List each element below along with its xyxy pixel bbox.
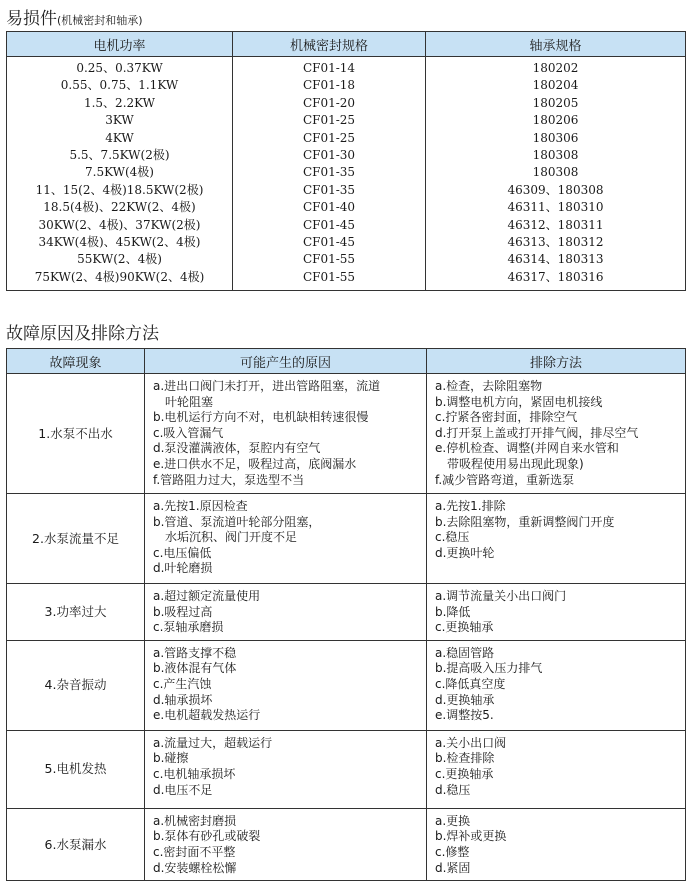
symptom-cell: 6.水泵漏水 (7, 808, 145, 880)
spare-parts-cell: 4KW (105, 130, 134, 145)
cause-item: a.先按1.原因检查 (153, 499, 248, 513)
symptom-cell: 4.杂音振动 (7, 640, 145, 730)
remedy-item: d.紧固 (435, 860, 471, 875)
remedy-item: c.更换轴承 (435, 620, 494, 635)
remedy-item: b.调整电机方向，紧固电机接线 (435, 394, 603, 409)
remedies-cell (427, 584, 686, 641)
symptom-cell: 5.电机发热 (7, 730, 145, 808)
symptom-cell: 3.功率过大 (7, 584, 145, 641)
spare-parts-cell: 46313、180312 (507, 234, 604, 249)
cause-item: b.吸程过高 (153, 604, 213, 619)
remedies-cell (427, 730, 686, 808)
cause-item: f.管路阻力过大，泵选型不当 (153, 472, 305, 487)
bearing-column (426, 57, 686, 291)
cause-item: b.泵体有砂孔或破裂 (153, 829, 261, 844)
spare-parts-cell: CF01-55 (302, 252, 356, 267)
remedy-item: c.更换轴承 (435, 766, 494, 781)
spare-parts-cell: 18.5(4极)、22KW(2、4极) (43, 200, 196, 215)
spare-parts-cell: 3KW (105, 113, 134, 128)
spare-parts-body (7, 57, 686, 291)
header-mechanical-seal: 机械密封规格 (233, 32, 426, 57)
spare-parts-cell: CF01-18 (302, 78, 356, 93)
spare-parts-cell: 7.5KW(4极) (85, 165, 154, 180)
spare-parts-cell: CF01-40 (302, 200, 356, 215)
causes-cell (145, 808, 427, 880)
remedy-item: a.检查，去除阻塞物 (435, 379, 543, 393)
motor-power-column (7, 57, 233, 291)
remedy-item: e.调整按5. (435, 708, 494, 723)
spare-parts-cell: CF01-25 (302, 130, 356, 145)
cause-item: c.泵轴承磨损 (153, 620, 224, 635)
troubleshooting-body (7, 374, 686, 881)
troubleshooting-row (7, 808, 686, 880)
mechanical-seal-column (233, 57, 426, 291)
troubleshooting-row (7, 584, 686, 641)
remedy-item: c.拧紧各密封面，排除空气 (435, 410, 578, 425)
symptom-cell: 2.水泵流量不足 (7, 494, 145, 584)
remedy-item: a.调节流量关小出口阀门 (435, 589, 567, 603)
spare-parts-cell: 75KW(2、4极)90KW(2、4极) (34, 269, 205, 284)
remedy-item: a.先按1.排除 (435, 499, 506, 513)
cause-item: d.安装螺栓松懈 (153, 860, 237, 875)
spare-parts-cell: 180206 (532, 113, 579, 128)
spare-parts-cell: 46309、180308 (507, 182, 604, 197)
spare-parts-cell: CF01-14 (302, 61, 356, 75)
spare-parts-cell: 55KW(2、4极) (77, 252, 162, 267)
troubleshooting-header-row (7, 349, 686, 374)
troubleshooting-row (7, 494, 686, 584)
causes-cell (145, 640, 427, 730)
cause-item: b.碰擦 (153, 751, 189, 766)
troubleshooting-title-text: 故障原因及排除方法 (6, 324, 159, 344)
spare-parts-cell: 46311、180310 (507, 200, 604, 215)
cause-item: a.超过额定流量使用 (153, 589, 261, 603)
spare-parts-cell: CF01-25 (302, 113, 356, 128)
remedy-item: d.更换叶轮 (435, 545, 495, 560)
remedy-item: b.焊补或更换 (435, 829, 507, 844)
cause-item: d.泵没灌满液体，泵腔内有空气 (153, 441, 321, 456)
cause-item: e.电机超载发热运行 (153, 708, 261, 723)
spare-parts-cell: 180308 (532, 165, 579, 180)
spare-parts-table (6, 31, 686, 291)
spare-parts-header-row (7, 32, 686, 57)
troubleshooting-row (7, 640, 686, 730)
remedy-item: d.更换轴承 (435, 692, 495, 707)
cause-item: d.轴承损坏 (153, 692, 213, 707)
cause-item: b.电机运行方向不对，电机缺相转速很慢 (153, 410, 369, 425)
troubleshooting-row (7, 730, 686, 808)
remedy-item: d.稳压 (435, 782, 471, 797)
spare-parts-cell: CF01-20 (302, 95, 356, 110)
spare-parts-cell: 11、15(2、4极)18.5KW(2极) (35, 182, 204, 197)
spare-parts-cell: 180202 (532, 61, 579, 75)
spare-parts-cell: CF01-45 (302, 234, 356, 249)
remedy-item: b.降低 (435, 604, 471, 619)
header-motor-power: 电机功率 (7, 32, 233, 57)
remedy-item: d.打开泵上盖或打开排气阀，排尽空气 (435, 425, 639, 440)
header-remedies: 排除方法 (427, 349, 686, 374)
cause-item: c.吸入管漏气 (153, 425, 224, 440)
causes-cell (145, 584, 427, 641)
spare-parts-cell: 180205 (532, 95, 579, 110)
spare-parts-cell: CF01-35 (302, 182, 356, 197)
remedy-item: b.检查排除 (435, 751, 495, 766)
spare-parts-cell: 5.5、7.5KW(2极) (69, 147, 170, 162)
remedy-item: 带吸程使用易出现此现象) (447, 456, 584, 471)
remedy-item: b.提高吸入压力排气 (435, 661, 543, 676)
cause-item: c.产生汽蚀 (153, 676, 212, 691)
cause-item: 水垢沉积、阀门开度不足 (165, 530, 298, 545)
remedy-item: c.降低真空度 (435, 676, 506, 691)
spare-parts-cell: 46317、180316 (507, 269, 604, 284)
cause-item: d.电压不足 (153, 782, 213, 797)
remedy-item: b.去除阻塞物，重新调整阀门开度 (435, 514, 615, 529)
cause-item: a.流量过大，超载运行 (153, 735, 273, 750)
spare-parts-cell: 34KW(4极)、45KW(2、4极) (38, 234, 201, 249)
causes-cell (145, 494, 427, 584)
troubleshooting-row (7, 374, 686, 494)
spare-parts-cell: CF01-35 (302, 165, 356, 180)
spare-parts-cell: CF01-30 (302, 147, 356, 162)
cause-item: e.进口供水不足，吸程过高，底阀漏水 (153, 456, 357, 471)
spare-parts-cell: 180204 (532, 78, 579, 93)
remedies-cell (427, 808, 686, 880)
remedy-item: e.停机检查、调整(并网自来水管和 (435, 441, 619, 456)
spare-parts-cell: 1.5、2.2KW (83, 95, 156, 110)
spare-parts-cell: 0.55、0.75、1.1KW (60, 78, 179, 93)
header-bearing: 轴承规格 (426, 32, 686, 57)
causes-cell (145, 730, 427, 808)
cause-item: d.叶轮磨损 (153, 561, 213, 576)
spare-parts-cell: 0.25、0.37KW (76, 61, 163, 75)
remedies-cell (427, 374, 686, 494)
cause-item: a.机械密封磨损 (153, 813, 237, 828)
troubleshooting-table (6, 348, 686, 881)
cause-item: c.电压偏低 (153, 545, 212, 560)
spare-parts-cell: 30KW(2、4极)、37KW(2极) (38, 217, 201, 232)
spare-parts-title-text: 易损件 (6, 9, 57, 29)
remedy-item: c.修整 (435, 844, 470, 859)
symptom-cell: 1.水泵不出水 (7, 374, 145, 494)
spare-parts-cell: CF01-45 (302, 217, 356, 232)
remedy-item: a.关小出口阀 (435, 735, 507, 750)
causes-cell (145, 374, 427, 494)
spare-parts-cell: CF01-55 (302, 269, 356, 284)
cause-item: c.密封面不平整 (153, 844, 236, 859)
cause-item: a.进出口阀门未打开，进出管路阻塞，流道 (153, 379, 381, 393)
troubleshooting-title (6, 319, 159, 344)
spare-parts-cell: 46314、180313 (507, 252, 604, 267)
remedies-cell (427, 494, 686, 584)
cause-item: c.电机轴承损坏 (153, 766, 236, 781)
remedy-item: a.更换 (435, 813, 471, 828)
header-symptom: 故障现象 (7, 349, 145, 374)
remedy-item: f.减少管路弯道，重新选泵 (435, 472, 575, 487)
spare-parts-title (6, 4, 143, 29)
cause-item: 叶轮阻塞 (165, 394, 214, 409)
spare-parts-subtitle: (机械密封和轴承) (57, 14, 143, 27)
remedies-cell (427, 640, 686, 730)
header-causes: 可能产生的原因 (145, 349, 427, 374)
cause-item: b.液体混有气体 (153, 661, 237, 676)
cause-item: a.管路支撑不稳 (153, 645, 237, 660)
cause-item: b.管道、泵流道叶轮部分阻塞， (153, 514, 321, 529)
spare-parts-cell: 180306 (532, 130, 579, 145)
spare-parts-cell: 46312、180311 (507, 217, 604, 232)
remedy-item: a.稳固管路 (435, 645, 495, 660)
spare-parts-cell: 180308 (532, 147, 579, 162)
remedy-item: c.稳压 (435, 530, 470, 545)
